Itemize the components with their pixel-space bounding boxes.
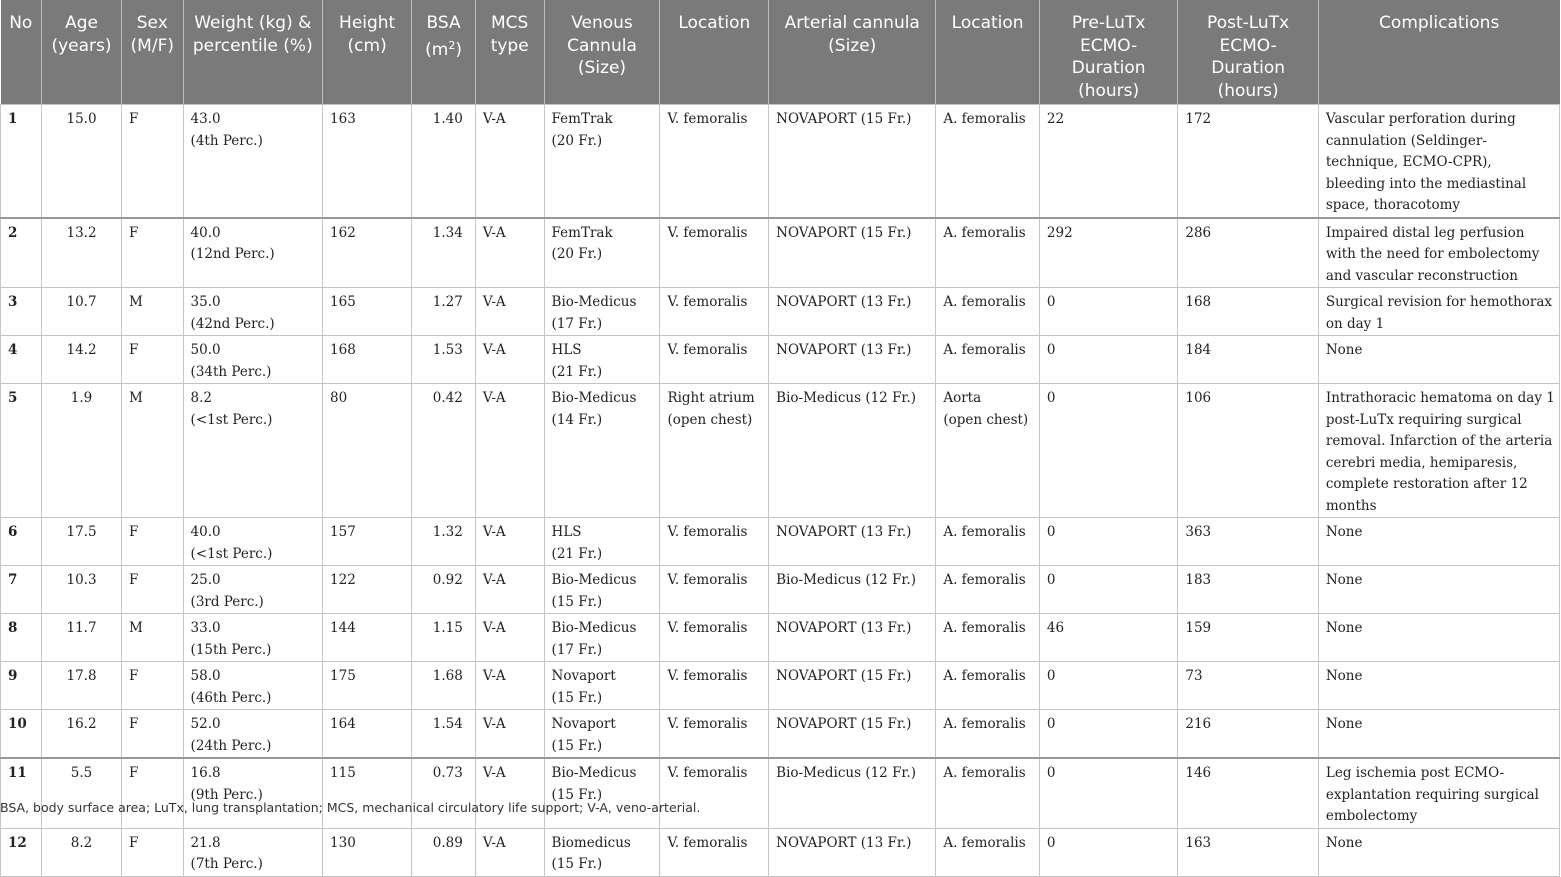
cell-weight-line: (<1st Perc.) — [190, 411, 273, 428]
cell-mcs-type: V-A — [475, 710, 544, 759]
cell-pre-lutx-duration: 0 — [1039, 384, 1177, 518]
cell-weight-line: 21.8 — [190, 834, 221, 851]
cell-arterial-location — [936, 384, 1040, 518]
table-row — [1, 218, 1560, 288]
cell-venous-cannula — [544, 662, 660, 710]
header-bsa: BSA $(m^2)$ — [412, 0, 476, 105]
cell-venous-location-line: V. femoralis — [667, 765, 748, 781]
cell-venous-location — [660, 614, 769, 662]
table-row — [1, 662, 1560, 710]
cell-post-lutx-duration: 168 — [1178, 288, 1319, 336]
cell-complications: Intrathoracic hematoma on day 1 post-LuTx requiring surgical removal. Infarction of the arteria cerebri media, hemiparesis, complete restoration after 12 months — [1318, 384, 1559, 518]
cell-bsa: 1.27 — [412, 288, 476, 336]
header-weight: Weight (kg) & percentile (%) — [183, 0, 322, 105]
cell-complications: None — [1318, 566, 1559, 614]
cell-pre-lutx-duration: 0 — [1039, 566, 1177, 614]
cell-venous-location — [660, 336, 769, 384]
cell-venous-location — [660, 828, 769, 876]
cell-venous-cannula-line: (17 Fr.) — [551, 315, 603, 332]
header-post-lutx-duration: Post-LuTx ECMO- Duration (hours) — [1178, 0, 1319, 105]
cell-arterial-location-line: A. femoralis — [943, 620, 1026, 636]
cell-weight-line: (15th Perc.) — [190, 641, 272, 658]
cell-weight — [183, 518, 322, 566]
cell-mcs-type: V-A — [475, 288, 544, 336]
cell-venous-cannula — [544, 336, 660, 384]
cell-venous-cannula-line: Novaport — [551, 716, 616, 732]
cell-arterial-location — [936, 566, 1040, 614]
cell-venous-cannula-line: (15 Fr.) — [551, 786, 603, 803]
cell-weight-line: (4th Perc.) — [190, 132, 263, 149]
cell-venous-cannula-line: HLS — [551, 342, 582, 358]
cell-bsa: 1.34 — [412, 218, 476, 288]
table-footnote: BSA, body surface area; LuTx, lung transplantation; MCS, mechanical circulatory life support; V-A, veno-arterial. — [0, 800, 701, 815]
header-venous-location: Location — [660, 0, 769, 105]
cell-arterial-location — [936, 288, 1040, 336]
cell-arterial-location — [936, 662, 1040, 710]
cell-arterial-cannula: Bio-Medicus (12 Fr.) — [769, 384, 936, 518]
cell-arterial-location-line: A. femoralis — [943, 111, 1026, 127]
cell-mcs-type: V-A — [475, 614, 544, 662]
cell-post-lutx-duration: 363 — [1178, 518, 1319, 566]
cell-weight-line: 8.2 — [190, 390, 213, 406]
cell-complications: Leg ischemia post ECMO-explantation requiring surgical embolectomy — [1318, 758, 1559, 828]
cell-post-lutx-duration: 73 — [1178, 662, 1319, 710]
cell-weight-line: (3rd Perc.) — [190, 593, 264, 610]
cell-arterial-location-line: A. femoralis — [943, 716, 1026, 732]
cell-age: 1.9 — [42, 384, 122, 518]
cell-arterial-location-line: A. femoralis — [943, 524, 1026, 540]
cell-arterial-cannula: NOVAPORT (13 Fr.) — [769, 336, 936, 384]
cell-height: 164 — [323, 710, 412, 759]
header-venous-cannula: Venous Cannula (Size) — [544, 0, 660, 105]
cell-age: 10.3 — [42, 566, 122, 614]
cell-mcs-type: V-A — [475, 828, 544, 876]
cell-arterial-location-line: A. femoralis — [943, 294, 1026, 310]
cell-venous-cannula-line: (15 Fr.) — [551, 593, 603, 610]
cell-complications: None — [1318, 828, 1559, 876]
cell-pre-lutx-duration: 0 — [1039, 518, 1177, 566]
cell-weight-line: 40.0 — [190, 224, 221, 241]
cell-age: 17.5 — [42, 518, 122, 566]
cell-age: 11.7 — [42, 614, 122, 662]
cell-arterial-location — [936, 518, 1040, 566]
cell-sex: M — [122, 384, 184, 518]
cell-venous-location — [660, 710, 769, 759]
cell-no: 10 — [1, 710, 42, 759]
cell-post-lutx-duration: 183 — [1178, 566, 1319, 614]
cell-arterial-location-line: A. femoralis — [943, 765, 1026, 781]
cell-arterial-location — [936, 336, 1040, 384]
cell-venous-cannula-line: (20 Fr.) — [551, 132, 603, 149]
cell-weight — [183, 828, 322, 876]
cell-age: 13.2 — [42, 218, 122, 288]
table-row — [1, 336, 1560, 384]
cell-venous-cannula — [544, 566, 660, 614]
cell-weight-line: 16.8 — [190, 765, 221, 781]
cell-post-lutx-duration: 286 — [1178, 218, 1319, 288]
table-row — [1, 518, 1560, 566]
cell-venous-cannula-line: Bio-Medicus — [551, 390, 637, 406]
cell-venous-cannula-line: Bio-Medicus — [551, 294, 637, 310]
cell-arterial-location — [936, 218, 1040, 288]
cell-weight-line: 25.0 — [190, 572, 221, 588]
cell-weight-line: (12nd Perc.) — [190, 246, 275, 262]
cell-no: 1 — [1, 105, 42, 218]
cell-mcs-type: V-A — [475, 518, 544, 566]
cell-weight — [183, 288, 322, 336]
cell-venous-cannula-line: (20 Fr.) — [551, 246, 603, 262]
cell-venous-location-line: V. femoralis — [667, 668, 748, 684]
cell-height: 122 — [323, 566, 412, 614]
cell-no: 2 — [1, 218, 42, 288]
cell-weight — [183, 105, 322, 218]
cell-age: 14.2 — [42, 336, 122, 384]
table-row — [1, 614, 1560, 662]
cell-sex: M — [122, 614, 184, 662]
cell-venous-cannula — [544, 710, 660, 759]
cell-arterial-location-line: (open chest) — [943, 411, 1029, 428]
cell-weight-line: (24th Perc.) — [190, 737, 272, 754]
cell-venous-cannula-line: (21 Fr.) — [551, 545, 603, 562]
cell-sex: F — [122, 518, 184, 566]
cell-arterial-cannula: Bio-Medicus (12 Fr.) — [769, 758, 936, 828]
header-height: Height (cm) — [323, 0, 412, 105]
cell-mcs-type: V-A — [475, 336, 544, 384]
cell-arterial-cannula: NOVAPORT (13 Fr.) — [769, 518, 936, 566]
cell-mcs-type: V-A — [475, 384, 544, 518]
table-row — [1, 288, 1560, 336]
cell-venous-cannula — [544, 105, 660, 218]
cell-age: 8.2 — [42, 828, 122, 876]
cell-arterial-cannula: NOVAPORT (13 Fr.) — [769, 288, 936, 336]
header-pre-lutx-duration: Pre-LuTx ECMO- Duration (hours) — [1039, 0, 1177, 105]
cell-weight-line: (46th Perc.) — [190, 689, 272, 706]
cell-venous-cannula — [544, 384, 660, 518]
cell-venous-cannula-line: (15 Fr.) — [551, 856, 603, 872]
cell-post-lutx-duration: 106 — [1178, 384, 1319, 518]
cell-bsa: 0.89 — [412, 828, 476, 876]
cell-venous-cannula-line: Novaport — [551, 668, 616, 684]
cell-venous-location-line: Right atrium — [667, 390, 755, 406]
header-no: No — [1, 0, 42, 105]
cell-no: 9 — [1, 662, 42, 710]
cell-height: 130 — [323, 828, 412, 876]
cell-pre-lutx-duration: 0 — [1039, 710, 1177, 759]
cell-arterial-location — [936, 105, 1040, 218]
cell-no: 7 — [1, 566, 42, 614]
cell-venous-location — [660, 566, 769, 614]
cell-sex: F — [122, 336, 184, 384]
cell-complications: None — [1318, 336, 1559, 384]
cell-venous-location — [660, 384, 769, 518]
cell-no: 11 — [1, 758, 42, 828]
cell-arterial-cannula: NOVAPORT (15 Fr.) — [769, 105, 936, 218]
cell-venous-location-line: V. femoralis — [667, 524, 748, 540]
cell-complications: Vascular perforation during cannulation (Seldinger-technique, ECMO-CPR), bleeding into the mediastinal space, thoracotomy — [1318, 105, 1559, 218]
header-complications: Complications — [1318, 0, 1559, 105]
cell-arterial-location — [936, 758, 1040, 828]
cell-venous-location-line: V. femoralis — [667, 224, 748, 241]
header-age: Age (years) — [42, 0, 122, 105]
header-arterial-location: Location — [936, 0, 1040, 105]
cell-weight — [183, 758, 322, 828]
cell-sex: F — [122, 828, 184, 876]
cell-venous-location — [660, 662, 769, 710]
cell-venous-cannula — [544, 288, 660, 336]
cell-post-lutx-duration: 146 — [1178, 758, 1319, 828]
cell-arterial-location — [936, 828, 1040, 876]
cell-height: 80 — [323, 384, 412, 518]
cell-weight — [183, 614, 322, 662]
cell-pre-lutx-duration: 0 — [1039, 662, 1177, 710]
cell-arterial-cannula: NOVAPORT (13 Fr.) — [769, 614, 936, 662]
cell-pre-lutx-duration: 0 — [1039, 336, 1177, 384]
table-row — [1, 828, 1560, 876]
cell-weight-line: (34th Perc.) — [190, 363, 272, 380]
table-body — [1, 105, 1560, 877]
cell-no: 5 — [1, 384, 42, 518]
cell-mcs-type: V-A — [475, 758, 544, 828]
cell-complications: Surgical revision for hemothorax on day 1 — [1318, 288, 1559, 336]
cell-venous-location-line: V. femoralis — [667, 572, 748, 588]
cell-venous-location — [660, 218, 769, 288]
cell-venous-cannula-line: Bio-Medicus — [551, 572, 637, 588]
cell-weight — [183, 710, 322, 759]
cell-venous-location-line: V. femoralis — [667, 716, 748, 732]
cell-weight — [183, 384, 322, 518]
cell-bsa: 1.68 — [412, 662, 476, 710]
cell-venous-cannula-line: Bio-Medicus — [551, 620, 637, 636]
cell-venous-cannula-line: HLS — [551, 524, 582, 540]
cell-weight-line: (42nd Perc.) — [190, 315, 275, 332]
cell-complications: None — [1318, 614, 1559, 662]
cell-height: 175 — [323, 662, 412, 710]
cell-no: 6 — [1, 518, 42, 566]
cell-venous-cannula-line: (15 Fr.) — [551, 737, 603, 754]
cell-arterial-location-line: A. femoralis — [943, 668, 1026, 684]
cell-arterial-location-line: A. femoralis — [943, 834, 1026, 851]
cell-venous-cannula-line: (14 Fr.) — [551, 411, 603, 428]
cell-bsa: 1.40 — [412, 105, 476, 218]
cell-venous-cannula-line: (21 Fr.) — [551, 363, 603, 380]
header-arterial-cannula: Arterial cannula (Size) — [769, 0, 936, 105]
cell-sex: F — [122, 566, 184, 614]
header-mcs-type: MCS type — [475, 0, 544, 105]
cell-bsa: 0.42 — [412, 384, 476, 518]
cell-bsa: 0.92 — [412, 566, 476, 614]
cell-arterial-location-line: A. femoralis — [943, 342, 1026, 358]
cell-post-lutx-duration: 159 — [1178, 614, 1319, 662]
cell-complications: None — [1318, 518, 1559, 566]
cell-mcs-type: V-A — [475, 662, 544, 710]
cell-venous-cannula-line: FemTrak — [551, 111, 613, 127]
cell-venous-location — [660, 105, 769, 218]
cell-weight — [183, 218, 322, 288]
cell-venous-cannula-line: (17 Fr.) — [551, 641, 603, 658]
cell-post-lutx-duration: 163 — [1178, 828, 1319, 876]
cell-sex: F — [122, 105, 184, 218]
cell-venous-location — [660, 758, 769, 828]
cell-weight-line: 52.0 — [190, 716, 221, 732]
cell-weight — [183, 336, 322, 384]
cell-venous-cannula-line: (15 Fr.) — [551, 689, 603, 706]
cell-height: 163 — [323, 105, 412, 218]
cell-weight — [183, 566, 322, 614]
cell-sex: F — [122, 218, 184, 288]
cell-age: 5.5 — [42, 758, 122, 828]
cell-bsa: 1.53 — [412, 336, 476, 384]
table-row — [1, 566, 1560, 614]
cell-weight-line: 33.0 — [190, 620, 221, 636]
cell-venous-cannula — [544, 614, 660, 662]
cell-post-lutx-duration: 216 — [1178, 710, 1319, 759]
cell-arterial-cannula: Bio-Medicus (12 Fr.) — [769, 566, 936, 614]
cell-weight-line: (7th Perc.) — [190, 856, 263, 872]
cell-mcs-type: V-A — [475, 566, 544, 614]
cell-venous-location-line: V. femoralis — [667, 620, 748, 636]
cell-weight-line: 40.0 — [190, 524, 221, 540]
cell-venous-cannula-line: FemTrak — [551, 224, 613, 241]
cell-arterial-location — [936, 614, 1040, 662]
cell-weight-line: 43.0 — [190, 111, 221, 127]
cell-sex: F — [122, 758, 184, 828]
cell-post-lutx-duration: 184 — [1178, 336, 1319, 384]
cell-venous-location — [660, 288, 769, 336]
cell-venous-location-line: V. femoralis — [667, 111, 748, 127]
table-row — [1, 710, 1560, 759]
cell-height: 115 — [323, 758, 412, 828]
cell-venous-cannula — [544, 828, 660, 876]
header-sex: Sex (M/F) — [122, 0, 184, 105]
cell-no: 3 — [1, 288, 42, 336]
cell-arterial-location — [936, 710, 1040, 759]
cell-weight-line: 50.0 — [190, 342, 221, 358]
cell-age: 15.0 — [42, 105, 122, 218]
cell-sex: F — [122, 710, 184, 759]
cell-height: 168 — [323, 336, 412, 384]
cell-post-lutx-duration: 172 — [1178, 105, 1319, 218]
cell-venous-cannula — [544, 758, 660, 828]
cell-venous-cannula — [544, 518, 660, 566]
cell-pre-lutx-duration: 46 — [1039, 614, 1177, 662]
cell-weight-line: (<1st Perc.) — [190, 545, 273, 562]
cell-bsa: 1.15 — [412, 614, 476, 662]
cell-bsa: 0.73 — [412, 758, 476, 828]
cell-bsa: 1.54 — [412, 710, 476, 759]
cell-arterial-cannula: NOVAPORT (15 Fr.) — [769, 710, 936, 759]
cell-venous-location-line: (open chest) — [667, 411, 753, 428]
cell-bsa: 1.32 — [412, 518, 476, 566]
cell-mcs-type: V-A — [475, 105, 544, 218]
table-row — [1, 758, 1560, 828]
cell-arterial-cannula: NOVAPORT (15 Fr.) — [769, 662, 936, 710]
table-row — [1, 105, 1560, 218]
cell-height: 144 — [323, 614, 412, 662]
cell-arterial-location-line: A. femoralis — [943, 224, 1026, 241]
table-row — [1, 384, 1560, 518]
cell-complications: None — [1318, 662, 1559, 710]
cell-weight-line: 58.0 — [190, 668, 221, 684]
cell-weight — [183, 662, 322, 710]
cell-venous-cannula-line: Biomedicus — [551, 834, 631, 851]
cell-arterial-location-line: Aorta — [943, 390, 982, 406]
cell-height: 162 — [323, 218, 412, 288]
cell-pre-lutx-duration: 0 — [1039, 828, 1177, 876]
cell-age: 10.7 — [42, 288, 122, 336]
cell-no: 4 — [1, 336, 42, 384]
cell-mcs-type: V-A — [475, 218, 544, 288]
cell-sex: F — [122, 662, 184, 710]
cell-pre-lutx-duration: 0 — [1039, 758, 1177, 828]
cell-arterial-location-line: A. femoralis — [943, 572, 1026, 588]
cell-sex: M — [122, 288, 184, 336]
cell-complications: Impaired distal leg perfusion with the need for embolectomy and vascular reconstruction — [1318, 218, 1559, 288]
cell-pre-lutx-duration: 0 — [1039, 288, 1177, 336]
cell-height: 157 — [323, 518, 412, 566]
cell-venous-location — [660, 518, 769, 566]
cell-venous-cannula — [544, 218, 660, 288]
cell-arterial-cannula: NOVAPORT (13 Fr.) — [769, 828, 936, 876]
cell-pre-lutx-duration: 292 — [1039, 218, 1177, 288]
cell-weight-line: (9th Perc.) — [190, 786, 263, 803]
cell-height: 165 — [323, 288, 412, 336]
cell-arterial-cannula: NOVAPORT (15 Fr.) — [769, 218, 936, 288]
cell-venous-cannula-line: Bio-Medicus — [551, 765, 637, 781]
cell-venous-location-line: V. femoralis — [667, 294, 748, 310]
table-header-row — [1, 0, 1560, 105]
cell-venous-location-line: V. femoralis — [667, 342, 748, 358]
cell-complications: None — [1318, 710, 1559, 759]
cell-venous-location-line: V. femoralis — [667, 834, 748, 851]
cell-age: 16.2 — [42, 710, 122, 759]
cell-age: 17.8 — [42, 662, 122, 710]
cell-pre-lutx-duration: 22 — [1039, 105, 1177, 218]
cell-no: 8 — [1, 614, 42, 662]
cell-weight-line: 35.0 — [190, 294, 221, 310]
cell-no: 12 — [1, 828, 42, 876]
